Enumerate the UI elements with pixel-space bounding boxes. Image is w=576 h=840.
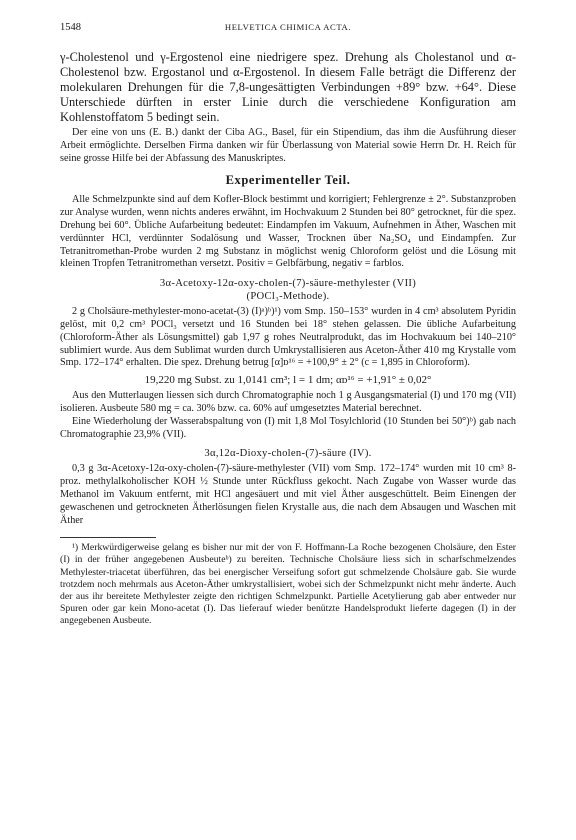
rotation-formula: 19,220 mg Subst. zu 1,0141 cm³; l = 1 dm; αᴅ¹⁶ = +1,91° ± 0,02° [144, 374, 432, 387]
footnote-text: ¹) Merkwürdigerweise gelang es bisher nur mit der von F. Hoffmann-La Roche bezogenen Cholsäure, den Ester (I) in der früher angegebenen Ausbeuteᵇ) zu bereiten. Technische Cholsäure liess sich in scharfschmelzendes Methylester-triacetat überführen, das bei energischer Verseifung sofort gut schmelzende Cholsäure gab. Sie wurde trotzdem noch mehrmals aus Aceton-Äther umkrystallisiert, wobei sich der Schmelzpunkt nicht mehr änderte. Auch der aus ihr bereitete Methylester zeigte den richtigen Schmelzpunkt. Partielle Acetylierung gab aber entweder nur Spuren oder gar kein Mono-acetat (I). Das lieferauf wieder benützte Handelsprodukt lieferte dagegen (I) in der angegebenen Ausbeute. [60, 542, 516, 626]
intro-paragraph: γ-Cholestenol und γ-Ergostenol eine niedrigere spez. Drehung als Cholestanol und α-Cholestenol bzw. Ergostanol und α-Ergostenol. In diesem Falle beträgt die Differenz der molekularen Drehungen für die 7,8-ungesättigten Verbindungen +89° bzw. +64°. Diese Unterschiede dürften in erster Linie durch die verschiedene Konfiguration am Kohlenstoffatom 5 bedingt sein. [60, 50, 516, 124]
section-heading: Experimenteller Teil. [225, 173, 351, 188]
compound-vii-body [60, 306, 516, 370]
footnote-rule [60, 537, 156, 538]
compound-vii-body-2 [60, 390, 516, 441]
footnote [60, 542, 516, 627]
compound-vii-paragraph-2: Aus den Mutterlaugen liessen sich durch Chromatographie noch 1 g Ausgangsmaterial (I) und 170 mg (VII) isolieren. Ausbeute 580 mg = ca. 30% bzw. ca. 60% auf umgesetztes Material berechnet. [60, 390, 516, 414]
page-number: 1548 [60, 22, 81, 33]
running-header [60, 22, 516, 36]
compound-vii-paragraph-1: 2 g Cholsäure-methylester-mono-acetat-(3) (I)ᵃ)ᵇ)¹) vom Smp. 150–153° wurden in 4 cm³ absolutem Pyridin gelöst, mit 0,2 cm³ POCl₃ versetzt und 16 Stunden bei 18° stehen gelassen. Die übliche Aufarbeitung (Chloroform-Äther als Lösungsmittel) gab 1,97 g rohes Neutralprodukt, das im Hochvakuum bei 140–210° sublimiert wurde. Aus dem Sublimat wurden durch Umkrystallisieren aus Aceton-Äther 410 mg Krystalle vom Smp. 172–174° erhalten. Die spez. Drehung betrug [α]ᴅ¹⁶ = +100,9° ± 2° (c = 1,895 in Chloroform). [60, 306, 516, 369]
journal-title: HELVETICA CHIMICA ACTA. [224, 22, 352, 32]
compound-iv-paragraph-1: 0,3 g 3α-Acetoxy-12α-oxy-cholen-(7)-säure-methylester (VII) vom Smp. 172–174° wurden mit 10 cm³ 8-proz. methylalkoholischer KOH ½ Stunde unter Rückfluss gekocht. Nach Zugabe von Wasser wurde das Methanol im Vakuum entfernt, mit HCl angesäuert und mit viel Äther ausgeschüttelt. Beim Einengen der gewaschenen und getrockneten Ätherlösungen fielen Krystalle aus, die nach dem Absaugen und Waschen mit Äther [60, 463, 516, 526]
general-methods-paragraph: Alle Schmelzpunkte sind auf dem Kofler-Block bestimmt und korrigiert; Fehlergrenze ± 2°. Substanzproben zur Analyse wurden, wenn nichts anderes erwähnt, im Hochvakuum 2 Stunden bei 80° getrocknet, für die spez. Drehung bei 60°. Übliche Aufarbeitung bedeutet: Eindampfen im Vakuum, Aufnehmen in Äther, Waschen mit verdünnter HCl, verdünnter Sodalösung und Wasser, Trocknen über Na₂SO₄ und Eindampfen. Zur Tetranitromethan-Probe wurden 2 mg Substanz in möglichst wenig Chloroform gelöst und die Lösung mit kleinen Tropfen Tetranitromethan versetzt. Positiv = Gelbfärbung, negativ = farblos. [60, 194, 516, 270]
compound-heading-iv: 3α,12α-Dioxy-cholen-(7)-säure (IV). [204, 448, 372, 460]
compound-heading-vii-line1: 3α-Acetoxy-12α-oxy-cholen-(7)-säure-methylester (VII) [159, 278, 417, 290]
document-page [60, 22, 516, 627]
intro-section [60, 50, 516, 125]
general-methods [60, 194, 516, 271]
compound-heading-vii [60, 277, 516, 303]
acknowledgement-paragraph: Der eine von uns (E. B.) dankt der Ciba AG., Basel, für ein Stipendium, das ihm die Ausführung dieser Arbeit ermöglichte. Derselben Firma danken wir für Überlassung von Material sowie Herrn Dr. H. Reich für seine grosse Hilfe bei der Abfassung des Manuskriptes. [60, 127, 516, 164]
compound-vii-paragraph-3: Eine Wiederholung der Wasserabspaltung von (I) mit 1,8 Mol Tosylchlorid (10 Stunden bei 50°)ᵇ) gab nach Chromatographie 23,9% (VII). [60, 415, 516, 440]
acknowledgement-section [60, 127, 516, 165]
compound-heading-vii-line2: (POCl₃-Methode). [246, 291, 330, 303]
compound-iv-body [60, 463, 516, 527]
